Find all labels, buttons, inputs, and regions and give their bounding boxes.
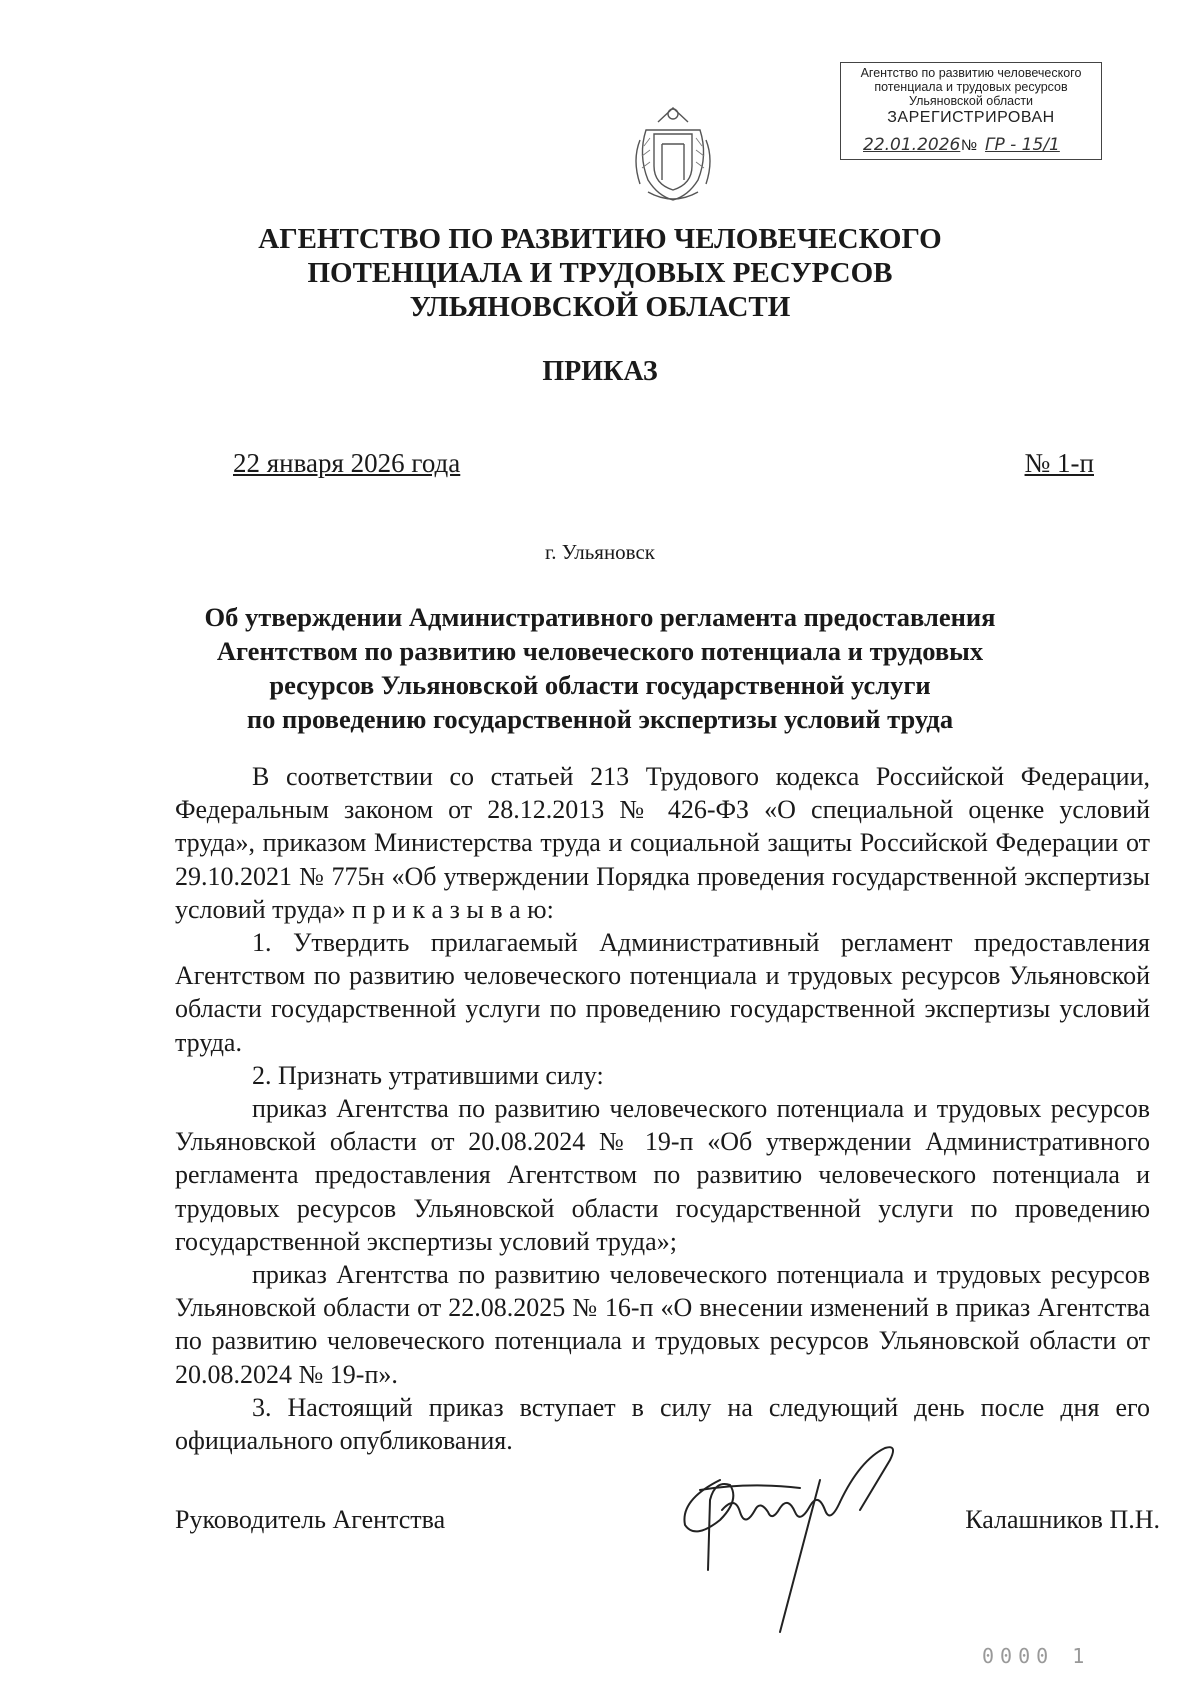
body-paragraph-item-3: 3. Настоящий приказ вступает в силу на следующий день после дня его официального опубликования.	[175, 1392, 1150, 1456]
body-paragraph-preamble: В соответствии со статьей 213 Трудового кодекса Российской Федерации, Федеральным законом от 28.12.2013 № 426-ФЗ «О специальной оценке условий труда», приказом Министерства труда и социальной защиты Российской Федерации от 29.10.2021 № 775н «Об утверждении Порядка проведения государственной экспертизы условий труда» п р и к а з ы в а ю:	[175, 762, 1150, 924]
stamp-line-2: потенциала и трудовых ресурсов	[874, 80, 1068, 94]
agency-name-line-1: АГЕНТСТВО ПО РАЗВИТИЮ ЧЕЛОВЕЧЕСКОГО	[258, 223, 942, 255]
stamp-line-3: Ульяновской области	[908, 94, 1034, 108]
stamp-number: ГР - 15/1	[985, 135, 1060, 155]
document-number: № 1-п	[1024, 448, 1094, 478]
coat-of-arms-icon	[628, 100, 718, 206]
stamp-number-row	[849, 135, 1099, 159]
agency-name-line-3: УЛЬЯНОВСКОЙ ОБЛАСТИ	[409, 291, 791, 323]
document-title-line-3: ресурсов Ульяновской области государственной услуги	[269, 670, 931, 700]
body-paragraph-item-2: 2. Признать утратившими силу:	[252, 1060, 604, 1090]
document-title-line-4: по проведению государственной экспертизы условий труда	[246, 704, 954, 734]
page-code: 0000 1	[982, 1644, 1091, 1668]
signatory-name: Калашников П.Н.	[965, 1505, 1160, 1534]
document-type: ПРИКАЗ	[542, 356, 658, 387]
document-city: г. Ульяновск	[544, 540, 655, 564]
signatory-position: Руководитель Агентства	[175, 1505, 446, 1534]
registration-stamp	[840, 62, 1102, 160]
stamp-date: 22.01.2026	[863, 135, 961, 155]
body-paragraph-repealed-2: приказ Агентства по развитию человеческого потенциала и трудовых ресурсов Ульяновской области от 22.08.2025 № 16-п «О внесении изменений в приказ Агентства по развитию человеческого потенциала и трудовых ресурсов Ульяновской области от 20.08.2024 № 19-п».	[175, 1260, 1150, 1389]
stamp-number-sign: №	[961, 137, 978, 154]
stamp-line-1: Агентство по развитию человеческого	[860, 66, 1082, 80]
document-title-line-2: Агентством по развитию человеческого потенциала и трудовых	[216, 636, 984, 666]
agency-name-line-2: ПОТЕНЦИАЛА И ТРУДОВЫХ РЕСУРСОВ	[307, 257, 893, 289]
handwritten-signature	[660, 1440, 920, 1640]
document-body	[175, 760, 1150, 1457]
body-paragraph-repealed-1: приказ Агентства по развитию человеческого потенциала и трудовых ресурсов Ульяновской области от 20.08.2024 № 19-п «Об утверждении Административного регламента предоставления Агентством по развитию человеческого потенциала и трудовых ресурсов Ульяновской области государственной услуги по проведению государственной экспертизы условий труда»;	[175, 1094, 1150, 1256]
document-title-line-1: Об утверждении Административного регламента предоставления	[204, 602, 996, 632]
document-date: 22 января 2026 года	[233, 448, 461, 478]
body-paragraph-item-1: 1. Утвердить прилагаемый Административный регламент предоставления Агентством по развитию человеческого потенциала и трудовых ресурсов Ульяновской области государственной услуги по проведению государственной экспертизы условий труда.	[175, 928, 1150, 1057]
stamp-registered: ЗАРЕГИСТРИРОВАН	[887, 109, 1055, 126]
